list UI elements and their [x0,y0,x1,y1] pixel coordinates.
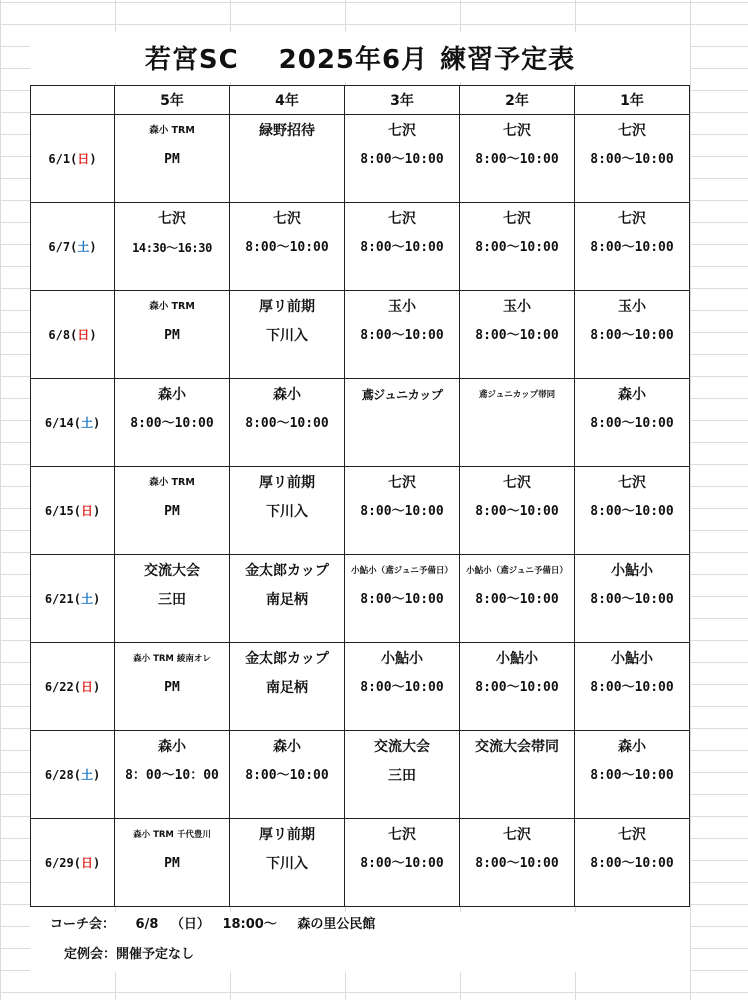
schedule-cell [460,643,575,731]
cell-detail: 下川入 [266,856,308,872]
cell-detail: 8:00〜10:00 [130,416,214,431]
coach-time: 18:00〜 [222,917,277,932]
date-cell [31,555,115,643]
date-cell [31,291,115,379]
date-cell [31,379,115,467]
footer-notes [30,912,690,972]
cell-location: 森小 [273,739,301,755]
weekday: 土 [80,592,93,606]
schedule-cell [575,643,690,731]
cell-detail: 8:00〜10:00 [590,240,674,255]
date-close: ) [92,504,101,518]
schedule-cell [230,379,345,467]
cell-detail: 南足柄 [266,680,308,696]
schedule-cell [345,643,460,731]
schedule-cell [575,379,690,467]
cell-detail: 8:00〜10:00 [245,240,329,255]
schedule-cell [345,467,460,555]
grade-header: 1年 [575,86,690,115]
cell-detail: PM [164,856,180,871]
cell-location: 森小 [618,387,646,403]
schedule-row [31,379,690,467]
schedule-cell [575,467,690,555]
date-text: 6/8( [48,328,78,342]
schedule-cell [230,115,345,203]
cell-location: 厚リ前期 [259,827,315,843]
cell-detail: 8:00〜10:00 [245,768,329,783]
schedule-row [31,731,690,819]
cell-detail: PM [164,152,180,167]
schedule-cell [575,819,690,907]
coach-meeting [50,914,375,936]
cell-detail: 南足柄 [266,592,308,608]
cell-location: 森小 [158,739,186,755]
schedule-cell [575,731,690,819]
grade-header: 3年 [345,86,460,115]
schedule-cell [230,555,345,643]
cell-location: 玉小 [618,299,646,315]
weekday: 日 [80,680,93,694]
schedule-cell [460,819,575,907]
schedule-cell [345,379,460,467]
cell-location: 七沢 [503,827,531,843]
schedule-cell [345,115,460,203]
cell-location: 小鮎小（鳶ジュニ予備日） [351,566,453,576]
cell-detail: PM [164,504,180,519]
cell-location: 七沢 [618,211,646,227]
team-name: 若宮SC [144,44,239,75]
schedule-cell [575,115,690,203]
cell-location: 七沢 [503,123,531,139]
regular-meeting: 定例会：開催予定なし [64,947,195,962]
cell-location: 鳶ジュニカップ [361,388,443,402]
cell-detail: 8:00〜10:00 [360,240,444,255]
cell-location: 森小 TRM [149,477,195,488]
schedule-row [31,555,690,643]
schedule-row [31,115,690,203]
corner-cell [31,86,115,115]
cell-detail: 8:00〜10:00 [360,680,444,695]
cell-location: 金太郎カップ [245,651,329,667]
schedule-cell [115,643,230,731]
schedule-table [30,85,690,907]
date-cell [31,819,115,907]
cell-location: 交流大会 [144,563,200,579]
schedule-row [31,291,690,379]
cell-detail: 8:00〜10:00 [475,240,559,255]
date-close: ) [92,592,101,606]
cell-location: 森小 TRM [149,125,195,136]
cell-location: 七沢 [158,211,186,227]
title-month: 2025年6月 [278,44,429,75]
weekday: 土 [80,768,93,782]
cell-location: 交流大会 [374,739,430,755]
cell-detail: 8:00〜10:00 [475,152,559,167]
cell-detail: 8：00〜10：00 [125,768,219,783]
cell-location: 七沢 [388,123,416,139]
date-close: ) [92,768,101,782]
schedule-row [31,467,690,555]
schedule-cell [230,731,345,819]
cell-location: 厚リ前期 [259,299,315,315]
cell-detail: 8:00〜10:00 [590,680,674,695]
schedule-cell [460,555,575,643]
cell-detail: 下川入 [266,328,308,344]
coach-label: コーチ会： [50,917,116,932]
weekday: 日 [77,328,90,342]
cell-detail: 三田 [158,592,186,608]
cell-location: 交流大会帯同 [475,739,559,755]
schedule-cell [230,467,345,555]
date-cell [31,467,115,555]
schedule-cell [115,467,230,555]
date-cell [31,203,115,291]
cell-location: 森小 TRM 綾南オレ [133,654,211,664]
cell-location: 森小 [618,739,646,755]
cell-detail: 8:00〜10:00 [475,504,559,519]
cell-location: 七沢 [618,123,646,139]
cell-location: 玉小 [388,299,416,315]
schedule-cell [345,819,460,907]
grade-header: 2年 [460,86,575,115]
cell-detail [230,149,344,171]
cell-location: 緑野招待 [259,123,315,139]
cell-location: 森小 [273,387,301,403]
schedule-cell [115,115,230,203]
cell-location: 金太郎カップ [245,563,329,579]
cell-location: 七沢 [618,827,646,843]
weekday: 土 [77,240,90,254]
date-close: ) [89,328,97,342]
schedule-row [31,819,690,907]
cell-detail: 14:30〜16:30 [132,241,212,255]
date-text: 6/15( [44,504,81,518]
schedule-cell [115,731,230,819]
schedule-cell [115,555,230,643]
cell-detail: 8:00〜10:00 [590,328,674,343]
schedule-cell [575,203,690,291]
cell-location: 小鮎小 [381,651,423,667]
date-text: 6/28( [44,768,81,782]
cell-detail: 8:00〜10:00 [360,152,444,167]
schedule-row [31,203,690,291]
cell-detail: 8:00〜10:00 [590,152,674,167]
date-close: ) [92,856,101,870]
weekday: 日 [77,152,90,166]
cell-detail: 8:00〜10:00 [590,856,674,871]
cell-location: 玉小 [503,299,531,315]
cell-detail [460,413,574,435]
cell-detail: 8:00〜10:00 [360,592,444,607]
date-text: 6/22( [44,680,81,694]
schedule-cell [115,379,230,467]
schedule-cell [575,291,690,379]
cell-detail: 8:00〜10:00 [360,856,444,871]
date-cell [31,643,115,731]
schedule-cell [460,291,575,379]
schedule-cell [460,379,575,467]
schedule-cell [345,291,460,379]
schedule-cell [460,115,575,203]
cell-detail: 8:00〜10:00 [590,504,674,519]
date-close: ) [89,240,97,254]
schedule-cell [230,291,345,379]
coach-date: 6/8 [135,917,159,932]
schedule-cell [460,203,575,291]
cell-detail [345,413,459,435]
cell-location: 小鮎小 [611,651,653,667]
cell-location: 七沢 [273,211,301,227]
date-close: ) [89,152,97,166]
cell-location: 厚リ前期 [259,475,315,491]
cell-detail: 8:00〜10:00 [360,328,444,343]
schedule-cell [460,467,575,555]
cell-detail: 8:00〜10:00 [475,856,559,871]
cell-location: 小鮎小 [611,563,653,579]
schedule-cell [115,819,230,907]
schedule-body [31,115,690,907]
schedule-cell [230,203,345,291]
title-label: 練習予定表 [440,44,576,75]
schedule-cell [115,203,230,291]
cell-location: 小鮎小 [496,651,538,667]
schedule-cell [575,555,690,643]
cell-location: 七沢 [388,211,416,227]
coach-day: （日） [170,917,210,932]
date-text: 6/21( [44,592,81,606]
cell-detail: 8:00〜10:00 [245,416,329,431]
cell-detail: 8:00〜10:00 [590,416,674,431]
schedule-cell [230,643,345,731]
grade-header: 5年 [115,86,230,115]
coach-place: 森の里公民館 [297,917,376,932]
schedule-row [31,643,690,731]
cell-location: 七沢 [503,475,531,491]
date-cell [31,115,115,203]
cell-location: 森小 TRM 千代豊川 [133,830,211,840]
cell-detail: 8:00〜10:00 [475,680,559,695]
cell-detail: 8:00〜10:00 [590,592,674,607]
cell-location: 森小 TRM [149,301,195,312]
cell-detail: 8:00〜10:00 [590,768,674,783]
cell-location: 森小 [158,387,186,403]
date-text: 6/7( [48,240,78,254]
weekday: 日 [80,504,93,518]
cell-detail [460,765,574,787]
cell-detail: 8:00〜10:00 [475,328,559,343]
weekday: 日 [80,856,93,870]
cell-location: 七沢 [388,827,416,843]
date-text: 6/1( [48,152,78,166]
date-close: ) [92,416,101,430]
schedule-cell [345,731,460,819]
cell-detail: 下川入 [266,504,308,520]
date-close: ) [92,680,101,694]
cell-location: 鳶ジュニカップ帯同 [478,390,556,400]
cell-detail: 8:00〜10:00 [360,504,444,519]
cell-detail: 8:00〜10:00 [475,592,559,607]
cell-location: 七沢 [618,475,646,491]
date-text: 6/14( [44,416,81,430]
schedule-cell [115,291,230,379]
grade-header: 4年 [230,86,345,115]
schedule-cell [345,203,460,291]
cell-location: 七沢 [388,475,416,491]
header-row [31,86,690,115]
date-text: 6/29( [44,856,81,870]
cell-detail: PM [164,680,180,695]
schedule-title [30,32,690,82]
cell-location: 小鮎小（鳶ジュニ予備日） [466,566,568,576]
schedule-cell [345,555,460,643]
cell-detail: 三田 [388,768,416,784]
cell-detail: PM [164,328,180,343]
schedule-cell [460,731,575,819]
schedule-cell [230,819,345,907]
weekday: 土 [80,416,93,430]
cell-location: 七沢 [503,211,531,227]
date-cell [31,731,115,819]
